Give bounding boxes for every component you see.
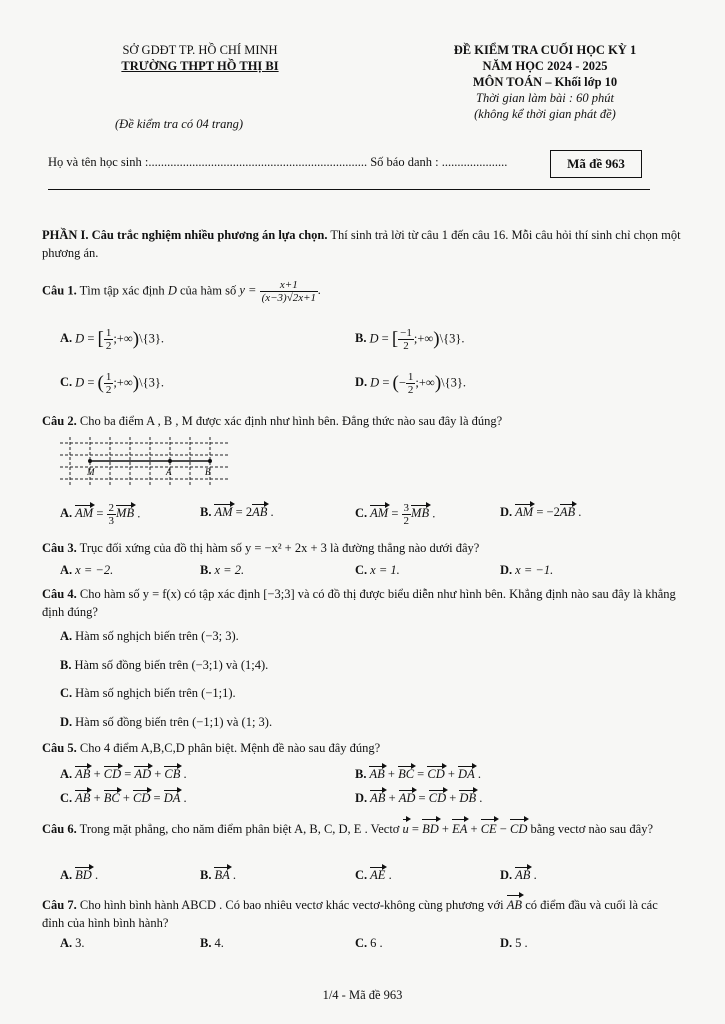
header-divider: [48, 189, 650, 190]
student-id-field[interactable]: .....................: [441, 155, 508, 169]
school-year: NĂM HỌC 2024 - 2025: [482, 59, 608, 73]
q1-option-d[interactable]: D. D = (− $\frac{1}{2}$ ;+∞)\{3}.: [355, 371, 467, 396]
q5-option-c[interactable]: C. AB + BC + CD = DA .: [60, 791, 187, 805]
q3-option-a[interactable]: A. x = −2.: [60, 563, 114, 577]
q4-option-d[interactable]: D. Hàm số đồng biến trên (−1;1) và (1; 3).: [60, 715, 273, 729]
q1-var: D: [167, 283, 177, 298]
question-3: [42, 541, 479, 556]
q6-option-b[interactable]: B. BA .: [200, 868, 236, 882]
point-m: [88, 459, 92, 463]
point-a: [168, 459, 172, 463]
question-6: [42, 820, 682, 838]
exam-header: [395, 42, 695, 122]
question-7: [42, 896, 682, 932]
q4-option-b[interactable]: B. Hàm số đồng biến trên (−3;1) và (1;4).: [60, 658, 269, 672]
q1-option-b[interactable]: B. D = [ $\frac{-1}{2}$ ;+∞)\{3}.: [355, 327, 465, 352]
label-b: B: [205, 467, 211, 477]
q7-vector-ab: AB: [506, 898, 523, 912]
q2-option-b[interactable]: B. AM = 2AB .: [200, 505, 274, 519]
student-name-field[interactable]: ......................................................................: [148, 155, 368, 169]
q7-option-a[interactable]: A. 3.: [60, 936, 85, 950]
question-1: [42, 279, 321, 304]
q1-text2: của hàm số: [176, 283, 240, 298]
q6-vector-expr: u = BD + EA + CE − CD: [402, 822, 528, 836]
question-2: [42, 414, 502, 429]
page-footer: 1/4 - Mã đề 963: [322, 988, 403, 1002]
q1-label: Câu 1.: [42, 283, 77, 298]
q1-option-a[interactable]: A. D = [ $\frac{1}{2}$ ;+∞)\{3}.: [60, 327, 164, 352]
student-name-label: Họ và tên học sinh :: [48, 155, 149, 169]
student-info-line: [48, 155, 507, 170]
duration: Thời gian làm bài : 60 phút: [476, 91, 614, 105]
q5-option-b[interactable]: B. AB + BC = CD + DA .: [355, 767, 481, 781]
exam-code-box: Mã đề 963: [550, 150, 642, 178]
q2-option-d[interactable]: D. AM = −2AB .: [500, 505, 582, 519]
q7-option-d[interactable]: D. 5 .: [500, 936, 528, 950]
label-m: M: [87, 467, 95, 477]
question-5: [42, 741, 380, 756]
q1-option-c[interactable]: C. D = ( $\frac{1}{2}$ ;+∞)\{3}.: [60, 371, 164, 396]
q7-text2: có điểm đầu và cuối là các đỉnh của hình bình hành?: [42, 898, 658, 930]
subject-line: MÔN TOÁN – Khối lớp 10: [472, 75, 618, 89]
q6-option-c[interactable]: C. AE .: [355, 868, 392, 882]
q2-label: Câu 2.: [42, 414, 77, 428]
student-id-label: Số báo danh :: [370, 155, 439, 169]
q2-grid-figure: [60, 437, 232, 487]
school-name: TRƯỜNG THPT HỒ THỊ BI: [121, 59, 279, 73]
q2-option-a[interactable]: A. AM = $\frac{2}{3}$ MB .: [60, 502, 141, 527]
duration-note: (không kể thời gian phát đề): [474, 107, 616, 121]
section-title: PHẦN I. Câu trắc nghiệm nhiều phương án lựa chọn.: [42, 228, 328, 242]
q4-text: Cho hàm số y = f(x) có tập xác định [−3;3] và có đồ thị được biểu diễn như hình bên. Khẳng định nào sau đây là khẳng định đúng?: [42, 587, 676, 619]
section-heading: [42, 226, 682, 262]
question-4: [42, 585, 682, 621]
q1-function: y = $\frac{x+1}{(x-3)√2x+1}$ .: [239, 279, 322, 304]
q7-option-c[interactable]: C. 6 .: [355, 936, 383, 950]
q6-option-d[interactable]: D. AB .: [500, 868, 537, 882]
q7-text: Cho hình bình hành ABCD . Có bao nhiêu vectơ khác vectơ-không cùng phương với: [76, 898, 507, 912]
q5-text: Cho 4 điểm A,B,C,D phân biệt. Mệnh đề nào sau đây đúng?: [76, 741, 381, 755]
q2-option-c[interactable]: C. AM = $\frac{3}{2}$ MB .: [355, 502, 436, 527]
q7-option-b[interactable]: B. 4.: [200, 936, 224, 950]
point-b: [208, 459, 212, 463]
q3-label: Câu 3.: [42, 541, 77, 555]
q7-label: Câu 7.: [42, 898, 77, 912]
q5-option-a[interactable]: A. AB + CD = AD + CB .: [60, 767, 187, 781]
q6-text: Trong mặt phẳng, cho năm điểm phân biệt A, B, C, D, E . Vectơ: [76, 822, 403, 836]
q4-option-c[interactable]: C. Hàm số nghịch biến trên (−1;1).: [60, 686, 236, 700]
page-count-note: (Đề kiểm tra có 04 trang): [115, 117, 244, 131]
school-header: [60, 42, 340, 74]
q3-option-b[interactable]: B. x = 2.: [200, 563, 245, 577]
q6-text2: bằng vectơ nào sau đây?: [527, 822, 654, 836]
exam-title: ĐỀ KIỂM TRA CUỐI HỌC KỲ 1: [453, 43, 637, 57]
q6-option-a[interactable]: A. BD .: [60, 868, 99, 882]
q3-option-c[interactable]: C. x = 1.: [355, 563, 400, 577]
q6-label: Câu 6.: [42, 822, 77, 836]
q1-text: Tìm tập xác định: [76, 283, 168, 298]
q5-option-d[interactable]: D. AB + AD = CD + DB .: [355, 791, 483, 805]
section-instruction: Thí sinh trả lời từ câu 1 đến câu 16. Mỗi câu hỏi thí sinh chỉ chọn một phương án.: [42, 228, 681, 260]
label-a: A: [166, 467, 172, 477]
q3-text: Trục đối xứng của đồ thị hàm số y = −x² + 2x + 3 là đường thẳng nào dưới đây?: [76, 541, 480, 555]
q5-label: Câu 5.: [42, 741, 77, 755]
department-name: SỞ GDĐT TP. HỒ CHÍ MINH: [122, 43, 278, 57]
q4-label: Câu 4.: [42, 587, 77, 601]
q3-option-d[interactable]: D. x = −1.: [500, 563, 554, 577]
q2-text: Cho ba điểm A , B , M được xác định như hình bên. Đẳng thức nào sau đây là đúng?: [76, 414, 503, 428]
q4-option-a[interactable]: A. Hàm số nghịch biến trên (−3; 3).: [60, 629, 239, 643]
